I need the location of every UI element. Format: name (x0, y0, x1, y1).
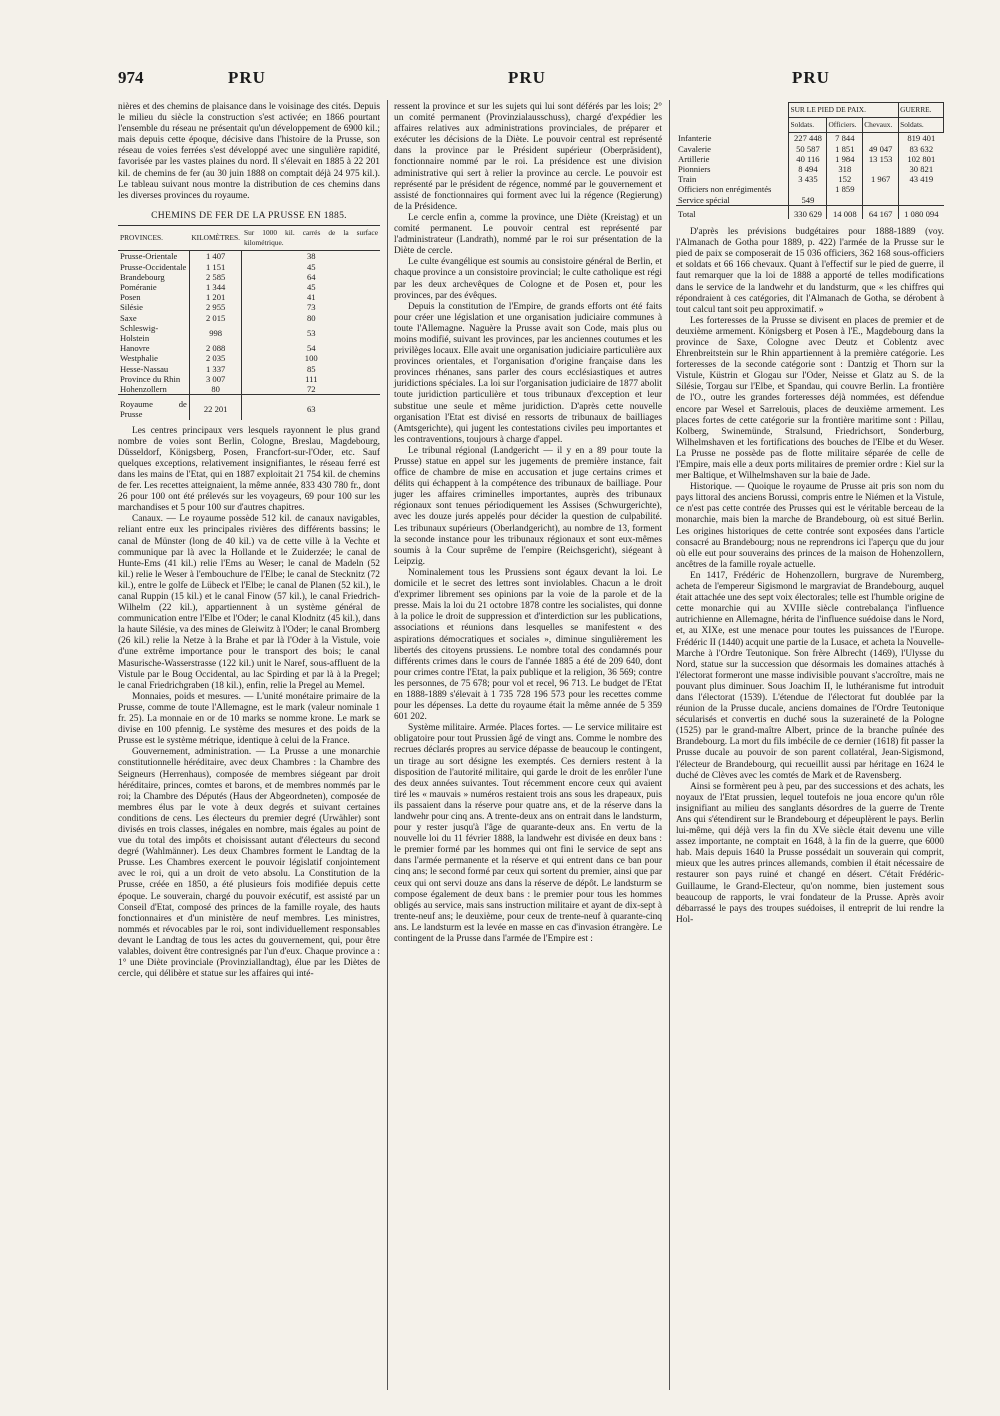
railway-value-cell: 64 (242, 272, 380, 282)
railway-row (118, 343, 380, 353)
column-rule-2 (669, 100, 670, 1390)
army-value-cell: 3 435 (789, 174, 827, 184)
col3-paragraph-5: Ainsi se formèrent peu à peu, par des successions et des achats, les noyaux de l'Etat prussien, lequel toutefois ne joua encore qu'un rôle insignifiant au milieu des sanglants désordres de la guerre de Trente Ans qui s'étendirent sur le Brandebourg et dépeuplèrent le pays. Berlin lui-même, qui déjà vers la fin du XVe siècle était devenu une ville assez importante, ne comptait en 1648, à la fin de la guerre, que 6000 hab. Mais depuis 1640 la Prusse possédait un souverain qui comprit, mieux que les autres princes allemands, combien il était nécessaire de restaurer son pays ruiné et changé en désert. C'était Frédéric-Guillaume, le Grand-Electeur, qu'on nomme, bien justement sous beaucoup de rapports, le vrai fondateur de la Prusse. Après avoir débarrassé le pays des troupes suédoises, il entreprit de lui rendre la Hol- (676, 781, 944, 925)
army-value-cell: 227 448 (789, 133, 827, 144)
army-value-cell (863, 184, 899, 194)
column-2 (394, 102, 662, 945)
railway-header-km: KILOMÈTRES. (189, 225, 242, 250)
army-row (676, 154, 944, 164)
col1-paragraph-3: Canaux. — Le royaume possède 512 kil. de canaux navigables, reliant entre eux les principales rivières des différents bassins; le canal de Münster (long de 40 kil.) va de cette ville à la Vechte et communique par là avec la Hollande et le Zuiderzée; le canal de Hunte-Ems (41 kil.) relie l'Ems au Weser; le canal de Madeln (52 kil.) relie le Weser à l'embouchure de l'Elbe; le canal de Stecknitz (72 kil.), entre le golfe de Lübeck et l'Elbe; le canal de Planen (52 kil.), le canal Ruppin (15 kil.) et le canal Finow (57 kil.), le canal Friedrich-Wilhelm (22 kil.), appartiennent à un système général de communication entre l'Elbe et l'Oder; le canal Klodnitz (45 kil.), dans la haute Silésie, va des mines de Gleiwitz à l'Oder; le canal Bromberg (26 kil.) relie la Netze à la Brahe et par là l'Oder à la Vistule, voie d'une extrême importance pour le transport des bois; le canal Masurische-Wasserstrasse (122 kil.) unit le Naref, sous-affluent de la Vistule par le Boug Occidental, au lac Spirding et par là à la Pregel; le canal Friedrichgraben (18 kil.), enfin, relie la Pregel au Memel. (118, 514, 380, 691)
army-value-cell: 549 (789, 195, 827, 206)
page-header (0, 68, 1000, 98)
army-label-cell: Service spécial (678, 194, 730, 205)
railway-row (118, 323, 380, 343)
army-value-cell (863, 164, 899, 174)
railway-value-cell: 2 585 (189, 272, 242, 282)
railway-value-cell: 3 007 (189, 374, 242, 384)
railway-value-cell: 53 (242, 323, 380, 343)
army-header-war: GUERRE. (899, 103, 944, 118)
railway-value-cell: 80 (242, 313, 380, 323)
col1-paragraph-5: Gouvernement, administration. — La Prusse a une monarchie constitutionnelle héréditaire, avec deux Chambres : la Chambre des Seigneurs (Herrenhaus), composée de membres siégeant par droit héréditaire, princes, comtes et barons, et de membres nommés par le roi; la Chambre des Députés (Haus der Abgeordneten), composée de membres élus par le vote à deux degrés et suivant certaines conditions de cens. Les électeurs du premier degré (Urwähler) sont divisés en trois classes, inégales en nombre, mais égales au point de vue du total des impôts et choisissant autant d'électeurs du second degré (Wahlmänner). Les deux Chambres forment le Landtag de la Prusse. Les Chambres exercent le pouvoir législatif conjointement avec le roi, qui a un droit de veto absolu. La Constitution de la Prusse, créée en 1850, a été plusieurs fois modifiée depuis cette époque. Le souverain, chargé du pouvoir exécutif, est assisté par un Conseil d'Etat, composé des princes de la famille royale, des hauts fonctionnaires et d'un ministère de neuf membres. Les ministres, nommés et révocables par le roi, sont individuellement responsables devant le Landtag de tous les actes du gouvernement, qui, pour être valables, doivent être contresignés par l'un d'eux. Chaque province a : 1° une Diète provinciale (Provinziallandtag), élue par les Diètes de cercle, qui délibère et statue sur les affaires qui inté- (118, 747, 380, 980)
army-value-cell (827, 195, 863, 206)
army-label-cell: Pionniers (678, 164, 711, 175)
col2-paragraph-4: Depuis la constitution de l'Empire, de grands efforts ont été faits pour créer une législation et une organisation judiciaire communes à toute l'Allemagne. Naguère la Prusse avait son Code, mais plus ou moins modifié, suivant les provinces, par les anciennes coutumes et les privilèges locaux. Elle avait une organisation judiciaire particulière aux provinces orientales, et l'organisation d'origine française dans les provinces rhénanes, sans parler des cours ecclésiastiques et autres juridictions spéciales. La loi sur l'organisation judiciaire de 1877 abolit toute juridiction particulière et tous tribunaux d'exception et leur substitue une seule et même juridiction. D'après cette nouvelle organisation l'Etat est divisé en ressorts de tribunaux de bailliages (Amtsgerichte), qui jugent les contestations civiles peu importantes et les contraventions, toujours à charge d'appel. (394, 301, 662, 445)
col3-paragraph-2: Les forteresses de la Prusse se divisent en places de premier et de deuxième armement. Königsberg et Posen à l'E., Magdebourg dans la province de Saxe, Cologne avec Deutz et Coblentz avec Ehrenbreitstein sur le Rhin appartiennent à la première catégorie. Les forteresses de la seconde catégorie sont : Dantzig et Thorn sur la Vistule, Küstrin et Glogau sur l'Oder, Neisse et Glatz au S. de la Silésie, Torgau sur l'Elbe, et Spandau, qui couvre Berlin. La frontière de l'O., outre les grandes forteresses déjà nommées, est défendue encore par Wesel et Sarrelouis, places de deuxième armement. Les places fortes de cette catégorie sur la frontière maritime sont : Pillau, Kolberg, Swinemünde, Stralsund, Friedrichsort, Sonderburg, Wilhelmshaven et les fortifications des bouches de l'Elbe et du Weser. La Prusse ne possède pas de flotte militaire séparée de celle de l'Empire, mais elle a deux ports militaires de premier ordre : Kiel sur la mer Baltique, et Wilhelmshaven sur la baie de Jade. (676, 315, 944, 482)
army-value-cell: 14 008 (827, 205, 863, 219)
army-value-cell: 8 494 (789, 164, 827, 174)
column-1 (118, 102, 380, 980)
railway-value-cell: 85 (242, 364, 380, 374)
army-value-cell (899, 184, 944, 194)
railway-label-cell: Silésie (120, 302, 143, 313)
railway-value-cell: 1 151 (189, 262, 242, 272)
col3-paragraph-3: Historique. — Quoique le royaume de Prusse ait pris son nom du pays littoral des anciens Borussi, compris entre le Niémen et la Vistule, ce n'est pas cette contrée des Prusses qui est le véritable berceau de la monarchie, mais bien la marche de Brandebourg, où est situé Berlin. Les origines historiques de cette contrée sont exposées dans l'article consacré au Brandebourg; nous ne reprendrons ici l'aperçu que du jour où elle eut pour souverains des princes de la maison de Hohenzollern, ancêtres de la famille royale actuelle. (676, 482, 944, 570)
railway-value-cell: 1 201 (189, 292, 242, 302)
railway-row (118, 262, 380, 272)
railway-value-cell: 63 (242, 395, 380, 420)
army-value-cell: 1 851 (827, 144, 863, 154)
col1-paragraph-1: nières et des chemins de plaisance dans le voisinage des cités. Depuis le milieu du siècle la construction s'est activée; en 1866 pourtant l'ensemble du réseau ne présentait qu'un développement de 6900 kil.; mais depuis cette époque, décisive dans l'histoire de la Prusse, son réseau de voies ferrées s'est développé avec une singulière rapidité, favorisée par les vastes plaines du nord. Il s'élevait en 1885 à 22 201 kil. de chemins de fer (au 30 juin 1888 on comptait déjà 24 975 kil.). Le tableau suivant nous montre la distribution de ces chemins dans les diverses provinces du royaume. (118, 102, 380, 201)
railway-label-cell: Saxe (120, 312, 137, 323)
army-total-row (676, 205, 944, 219)
railway-row (118, 313, 380, 323)
army-value-cell: 819 401 (899, 133, 944, 144)
railway-value-cell: 80 (189, 384, 242, 395)
army-header-horses: Chevaux. (863, 118, 899, 133)
army-label-cell: Artillerie (678, 153, 710, 164)
column-rule-1 (387, 100, 388, 1390)
railway-value-cell: 45 (242, 262, 380, 272)
railway-label-cell: Prusse-Occidentale (120, 261, 187, 272)
army-header-officers: Officiers. (827, 118, 863, 133)
railway-row (118, 302, 380, 312)
railway-label-cell: Brandebourg (120, 271, 165, 282)
railway-value-cell: 41 (242, 292, 380, 302)
railway-header-provinces: PROVINCES. (118, 225, 189, 250)
army-value-cell: 7 844 (827, 133, 863, 144)
army-value-cell: 30 821 (899, 164, 944, 174)
railway-value-cell: 22 201 (189, 395, 242, 420)
army-table (676, 102, 944, 219)
army-value-cell: 1 967 (863, 174, 899, 184)
railway-value-cell: 2 088 (189, 343, 242, 353)
railway-row (118, 272, 380, 282)
railway-label-cell: Westphalie (120, 353, 158, 364)
army-value-cell: 49 047 (863, 144, 899, 154)
army-value-cell: 43 419 (899, 174, 944, 184)
col2-paragraph-5: Le tribunal régional (Landgericht — il y en a 89 pour toute la Prusse) statue en appel sur les jugements de première instance, fait office de chambre de mise en accusation et juge certains crimes et délits qui échappent à la compétence des tribunaux de bailliage. Pour juger les affaires criminelles importantes, auprès des tribunaux régionaux sont tenues périodiquement les Assises (Schwurgerichte), avec les douze jurés appelés pour décider la question de culpabilité. Les tribunaux supérieurs (Oberlandgericht), au nombre de 13, forment la seconde instance pour les tribunaux régionaux et sont eux-mêmes soumis à la Cour suprême de l'empire (Reichsgericht), siégeant à Leipzig. (394, 445, 662, 567)
army-value-cell: 102 801 (899, 154, 944, 164)
army-label-cell: Train (678, 174, 697, 185)
page-number: 974 (118, 68, 144, 87)
army-value-cell: 1 080 094 (899, 205, 944, 219)
railway-label-cell: Schleswig-Holstein (120, 322, 159, 343)
railway-row (118, 384, 380, 395)
railway-label-cell: Province du Rhin (120, 373, 181, 384)
railway-value-cell: 2 035 (189, 353, 242, 363)
army-value-cell (789, 184, 827, 194)
army-row (676, 174, 944, 184)
army-value-cell: 330 629 (789, 205, 827, 219)
army-row (676, 164, 944, 174)
railway-row (118, 353, 380, 363)
railway-value-cell: 38 (242, 251, 380, 262)
railway-value-cell: 72 (242, 384, 380, 395)
railway-value-cell: 111 (242, 374, 380, 384)
army-label-cell: Infanterie (678, 133, 712, 144)
army-value-cell: 152 (827, 174, 863, 184)
railway-value-cell: 45 (242, 282, 380, 292)
railway-value-cell: 998 (189, 323, 242, 343)
army-value-cell: 40 116 (789, 154, 827, 164)
railway-value-cell: 1 344 (189, 282, 242, 292)
col2-paragraph-3: Le culte évangélique est soumis au consistoire général de Berlin, et chaque province a un consistoire provincial; le culte catholique est régi par les deux archevêques de Cologne et de Posen et, pour les provinces, par des évêques. (394, 257, 662, 301)
railway-label-cell: Royaume de Prusse (118, 395, 189, 420)
railway-row (118, 282, 380, 292)
army-value-cell (863, 133, 899, 144)
railway-label-cell: Poméranie (120, 281, 157, 292)
army-label-cell: Total (676, 205, 789, 219)
col2-paragraph-6: Nominalement tous les Prussiens sont égaux devant la loi. Le domicile et le secret des lettres sont inviolables. Chacun a le droit d'exprimer librement ses opinions par la voie de la parole et de la presse. Mais la loi du 21 octobre 1878 contre les socialistes, qui donne à la police le droit de suppression et d'interdiction sur les publications, associations et réunions dans lesquelles se manifestent « des aspirations démocratiques et sociales », diminue singulièrement les libertés des citoyens prussiens. Le nombre total des condamnés pour différents crimes dans le cours de l'année 1885 a été de 209 640, dont pour crimes contre l'Etat, la paix publique et la religion, 36 569; contre les personnes, de 75 678; pour vol et recel, 96 713. Le budget de l'Etat en 1888-1889 s'élevait à 1 735 728 196 573 pour les recettes comme pour les dépenses. La dette du royaume était la même année de 5 359 601 202. (394, 567, 662, 723)
army-header-peace: SUR LE PIED DE PAIX. (789, 103, 899, 118)
railway-value-cell: 73 (242, 302, 380, 312)
army-row (676, 144, 944, 154)
railway-row (118, 292, 380, 302)
army-header-war-soldiers: Soldats. (899, 118, 944, 133)
col3-paragraph-4: En 1417, Frédéric de Hohenzollern, burgrave de Nuremberg, acheta de l'empereur Sigismond le margraviat de Brandebourg, auquel était attachée une des sept voix électorales; telle est l'humble origine de cette monarchie qui au XVIIIe siècle contrebalança l'influence autrichienne en Allemagne, hérita de l'influence suédoise dans le Nord, et, au XIXe, est une menace pour toutes les puissances de l'Europe. Frédéric II (1440) acquit une partie de la Lusace, et acheta la Nouvelle-Marche à l'Ordre Teutonique. Son frère Albrecht (1469), l'Ulysse du Nord, statue sur la succession que désormais les domaines attachés à l'électorat formeront une masse indivisible pouvant s'accroître, mais ne pouvant plus diminuer. Sous Joachim II, le luthéranisme fut introduit dans l'électorat (1539). L'étendue de l'électorat fut doublée par la réunion de la Prusse ducale, anciens domaines de l'Ordre Teutonique sécularisés et convertis en duché sous la suzeraineté de la Pologne (1525) par le grand-maître Albert, prince de la branche puînée des Brandebourg. La mort du fils imbécile de ce dernier (1618) fit passer la Prusse ducale au pouvoir de son parent collatéral, Jean-Sigismond, l'électeur de Brandebourg, qui recueillit aussi par héritage en 1624 le duché de Clèves avec les comtés de Mark et de Ravensberg. (676, 570, 944, 781)
army-row (676, 133, 944, 144)
railway-table (118, 225, 380, 420)
army-value-cell: 64 167 (863, 205, 899, 219)
railway-value-cell: 1 407 (189, 251, 242, 262)
army-label-cell: Cavalerie (678, 143, 711, 154)
railway-row (118, 374, 380, 384)
railway-label-cell: Hohenzollern (120, 383, 167, 394)
col2-paragraph-1: ressent la province et sur les sujets qui lui sont déférés par les lois; 2° un comité permanent (Provinzialausschuss), chargé d'expédier les affaires relatives aux administrations provinciales, de préparer et exécuter les décisions de la Diète. Le pouvoir central est représenté dans la province par le Président supérieur (Oberpräsident), fonctionnaire nommé par le roi. La présidence est une division administrative qui sert à relier la province au cercle. Le pouvoir est représenté par le président de régence, nommé par le gouvernement et assisté de fonctionnaires qui forment avec lui la régence (Regierung) de la Présidence. (394, 102, 662, 212)
army-row (676, 195, 944, 206)
railway-header-density: Sur 1000 kil. carrés de la surface kilométrique. (242, 225, 380, 250)
railway-row (118, 251, 380, 262)
railway-value-cell: 100 (242, 353, 380, 363)
army-value-cell: 1 984 (827, 154, 863, 164)
railway-label-cell: Prusse-Orientale (120, 251, 178, 262)
railway-total-row (118, 395, 380, 420)
running-title-left: PRU (228, 68, 266, 87)
railway-row (118, 364, 380, 374)
running-title-right: PRU (792, 68, 830, 87)
army-value-cell: 83 632 (899, 144, 944, 154)
railway-label-cell: Posen (120, 292, 141, 303)
railway-label-cell: Hesse-Nassau (120, 363, 169, 374)
army-header-soldiers: Soldats. (789, 118, 827, 133)
running-title-center: PRU (508, 68, 546, 87)
col1-paragraph-2: Les centres principaux vers lesquels rayonnent le plus grand nombre de voies sont Berlin, Cologne, Breslau, Magdebourg, Düsseldorf, Königsberg, Posen, Francfort-sur-l'Oder, etc. Sauf quelques exceptions, relativement insignifiantes, le réseau ferré est dans les mains de l'Etat, qui en 1887 exploitait 21 754 kil. de chemins de fer. Les recettes atteignaient, la même année, 833 430 780 fr., dont 26 pour 100 ont été prélevés sur les voyageurs, 69 pour 100 sur les marchandises et 5 pour 100 sur d'autres chapitres. (118, 425, 380, 514)
column-3 (676, 102, 944, 926)
col2-paragraph-7: Système militaire. Armée. Places fortes. — Le service militaire est obligatoire pour tout Prussien âgé de vingt ans. Comme le nombre des recrues déclarés propres au service dépasse de beaucoup le contingent, un tirage au sort désigne les exemptés. Ces derniers restent à la disposition de l'autorité militaire, qui garde le droit de les enrôler l'une des deux années suivantes. Tout récemment encore ceux qui avaient tiré les « mauvais » numéros restaient trois ans sous les drapeaux, puis ils passaient dans la réserve pour quatre ans, et de la réserve dans la landwehr pour cinq ans. A trente-deux ans on entrait dans le landsturm, pour y rester jusqu'à l'âge de quarante-deux ans. En vertu de la nouvelle loi du 11 février 1888, la landwehr est divisée en deux bans : le premier formé par les hommes qui ont fini le service de sept ans dans l'armée permanente et la réserve et qui entrent dans ce ban pour cinq ans; le second formé par ceux qui sortent du premier, ainsi que par ceux qui ont servi douze ans dans la réserve de dépôt. Le landsturm se compose également de deux bans : le premier pour tous les hommes obligés au service, mais sans instruction militaire et ayant de dix-sept à trente-neuf ans; le deuxième, pour ceux de trente-neuf à quarante-cinq ans. Le landsturm est la levée en masse en cas d'invasion étrangère. Le contingent de la Prusse dans l'armée de l'Empire est : (394, 723, 662, 945)
railway-value-cell: 1 337 (189, 364, 242, 374)
col1-paragraph-4: Monnaies, poids et mesures. — L'unité monétaire primaire de la Prusse, comme de toute l'Allemagne, est le mark (valeur nominale 1 fr. 25). La monnaie en or de 10 marks se nomme krone. Le mark se divise en 100 pfennig. Le système des mesures et des poids de la Prusse est le système métrique, identique à celui de la France. (118, 691, 380, 747)
railway-value-cell: 54 (242, 343, 380, 353)
army-label-cell: Officiers non enrégimentés (678, 184, 772, 195)
railway-value-cell: 2 015 (189, 313, 242, 323)
railway-value-cell: 2 955 (189, 302, 242, 312)
army-value-cell: 1 859 (827, 184, 863, 194)
railway-label-cell: Hanovre (120, 343, 150, 354)
col2-paragraph-2: Le cercle enfin a, comme la province, une Diète (Kreistag) et un comité permanent. Le pouvoir central est représenté par l'administrateur (Landrath), nommé par le roi sur présentation de la Diète de cercle. (394, 212, 662, 257)
army-value-cell (899, 195, 944, 206)
army-value-cell: 318 (827, 164, 863, 174)
col3-paragraph-1: D'après les prévisions budgétaires pour 1888-1889 (voy. l'Almanach de Gotha pour 1889, p. 422) l'armée de la Prusse sur le pied de paix se composerait de 15 036 officiers, 362 168 sous-officiers et soldats et 66 166 chevaux. Quant à l'effectif sur le pied de guerre, il faut remarquer que la loi de 1888 a apporté de telles modifications dans le service de la landwehr et du landsturm, que « les chiffres qui répondraient à ces catégories, dit l'Almanach de Gotha, se dérobent à tout calcul tant soit peu approximatif. » (676, 227, 944, 315)
army-value-cell: 13 153 (863, 154, 899, 164)
army-value-cell (863, 195, 899, 206)
army-value-cell: 50 587 (789, 144, 827, 154)
railway-table-title: CHEMINS DE FER DE LA PRUSSE EN 1885. (151, 209, 347, 221)
army-row (676, 184, 944, 194)
